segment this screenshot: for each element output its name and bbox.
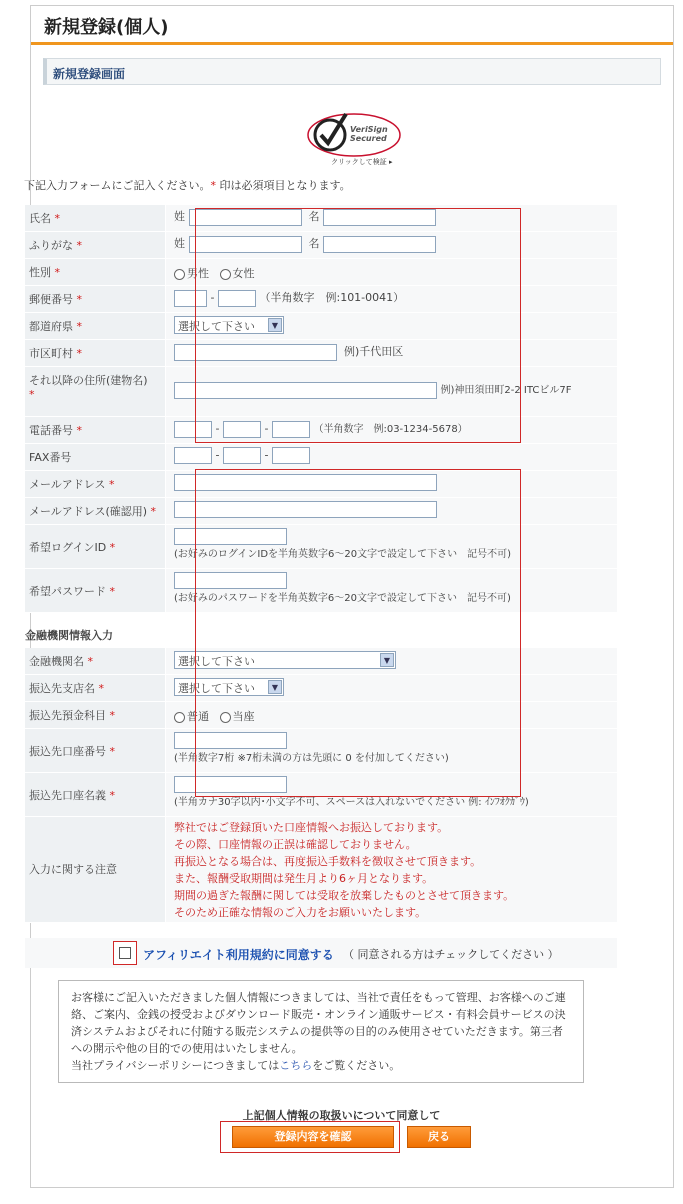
label-city: 市区町村 * [25, 340, 165, 366]
row-tel: 電話番号 * - - （半角数字 例:03-1234-5678） [25, 417, 617, 444]
page-header [31, 6, 673, 45]
pref-select[interactable]: 選択して下さい ▼ [174, 316, 284, 334]
privacy-policy-link[interactable]: こちら [279, 1059, 313, 1072]
agree-checkbox[interactable] [113, 941, 137, 965]
highlight-box-login-bank [195, 469, 521, 797]
label-pref: 都道府県 * [25, 313, 165, 339]
verisign-line2: Secured [350, 134, 387, 143]
account-futsu-radio[interactable] [174, 712, 185, 723]
password-hint: (お好みのパスワードを半角英数字6～20文字で設定して下さい 記号不可) [174, 593, 511, 604]
bank-name-select[interactable]: 選択して下さい ▼ [174, 651, 396, 669]
intro-text-after: 印は必須項目となります。 [215, 179, 351, 192]
agree-row [25, 938, 617, 968]
label-account-no: 振込先口座番号 * [25, 729, 165, 772]
back-button[interactable]: 戻る [407, 1126, 471, 1148]
bank-section-title: 金融機関情報入力 [25, 629, 113, 642]
account-no-hint: (半角数字7桁 ※7桁未満の方は先頭に 0 を付加してください) [174, 753, 449, 764]
section-title: 新規登録画面 [53, 67, 126, 81]
notes-text: 弊社ではご登録頂いた口座情報へお振込しております。 その際、口座情報の正誤は確認しておりません。 再振込となる場合は、再度振込手数料を徴収させて頂きます。 また、報酬受取期間は発生月より6ヶ月となります。 期間の過ぎた報酬に関しては受取を放棄したものとさせて頂きます。 そのため正確な情報のご入力をお願いいたします。 [166, 817, 617, 922]
label-email-confirm: メールアドレス(確認用) * [25, 498, 165, 524]
policy-text: お客様にご記入いただきました個人情報につきましては、当社で責任をもって管理、お客様へのご連絡、ご案内、金銭の授受およびダウンロード販売・オンライン通販サービス・有料会員サービスの決済システムおよびそれに付随する販売システムの提供等の目的のみ使用させていただきます。第三者への開示や他の目的での使用はいたしません。 [71, 991, 566, 1055]
confirm-button[interactable]: 登録内容を確認 [232, 1126, 394, 1148]
label-address: それ以降の住所(建物名) * [25, 367, 165, 416]
label-postal: 郵便番号 * [25, 286, 165, 312]
intro-text: 下記入力フォームにご記入ください。 [24, 179, 211, 192]
row-notes [25, 817, 617, 923]
fax-1-input[interactable] [174, 447, 212, 464]
label-account-type: 振込先預金科目 * [25, 702, 165, 728]
required-mark: * [210, 179, 216, 192]
verisign-seal[interactable] [306, 109, 406, 171]
row-fax: FAX番号 - - [25, 444, 617, 471]
kana-mei-label: 名 [308, 237, 320, 250]
label-branch: 振込先支店名 * [25, 675, 165, 701]
fax-2-input[interactable] [223, 447, 261, 464]
login-id-hint: (お好みのログインIDを半角英数字6～20文字で設定して下さい 記号不可) [174, 549, 512, 560]
label-bank-name: 金融機関名 * [25, 648, 165, 674]
kana-sei-label: 姓 [174, 237, 185, 250]
page-title: 新規登録(個人) [44, 17, 169, 38]
section-header [43, 58, 661, 85]
row-postal: 郵便番号 * - （半角数字 例:101-0041） [25, 286, 617, 313]
button-caption: 上記個人情報の取扱いについて同意して [242, 1109, 441, 1122]
row-account-type: 振込先預金科目 * 普通 当座 [25, 702, 617, 729]
city-hint: 例)千代田区 [344, 345, 404, 358]
label-email: メールアドレス * [25, 471, 165, 497]
agree-note: （ 同意される方はチェックしてください ） [343, 948, 559, 961]
gender-male-label: 男性 [187, 267, 209, 280]
mei-label: 名 [308, 210, 320, 223]
label-fax: FAX番号 [25, 444, 165, 470]
gender-male-radio[interactable] [174, 269, 185, 280]
label-password: 希望パスワード * [25, 569, 165, 612]
chevron-down-icon: ▼ [380, 653, 394, 667]
account-name-hint: (半角カナ30字以内･小文字不可、スペースは入れないでください 例: ｲﾝﾌｵｸｶﾞｳ) [174, 797, 529, 808]
branch-select[interactable]: 選択して下さい ▼ [174, 678, 284, 696]
label-login-id: 希望ログインID * [25, 525, 165, 568]
label-name: 氏名 * [25, 205, 165, 231]
address-hint: 例)神田須田町2-2 ITCビル7F [440, 385, 572, 396]
form-intro [24, 177, 351, 193]
label-tel: 電話番号 * [25, 417, 165, 443]
verisign-caption: クリックして検証 ▸ [331, 158, 393, 166]
postal-hint: （半角数字 例:101-0041） [259, 291, 405, 304]
verisign-line1: VeriSign [350, 125, 388, 134]
label-notes: 入力に関する注意 [25, 817, 165, 922]
chevron-down-icon: ▼ [268, 318, 282, 332]
fax-3-input[interactable] [272, 447, 310, 464]
tel-hint: （半角数字 例:03-1234-5678） [313, 424, 468, 435]
label-kana: ふりがな * [25, 232, 165, 258]
agree-terms-link[interactable]: アフィリエイト利用規約に同意する [143, 948, 334, 962]
sei-label: 姓 [174, 210, 185, 223]
privacy-policy-box: お客様にご記入いただきました個人情報につきましては、当社で責任をもって管理、お客様へのご連絡、ご案内、金銭の授受およびダウンロード販売・オンライン通販サービス・有料会員サービスの決済システムおよびそれに付随する販売システムの提供等の目的のみ使用させていただきます。第三者への開示や他の目的での使用はいたしません。 当社プライバシーポリシーにつきましてはこちらをご覧ください。 [58, 980, 584, 1083]
label-gender: 性別 * [25, 259, 165, 285]
chevron-down-icon: ▼ [268, 680, 282, 694]
highlight-box-personal [195, 208, 521, 443]
gender-female-label: 女性 [232, 267, 255, 280]
label-account-name: 振込先口座名義 * [25, 773, 165, 816]
